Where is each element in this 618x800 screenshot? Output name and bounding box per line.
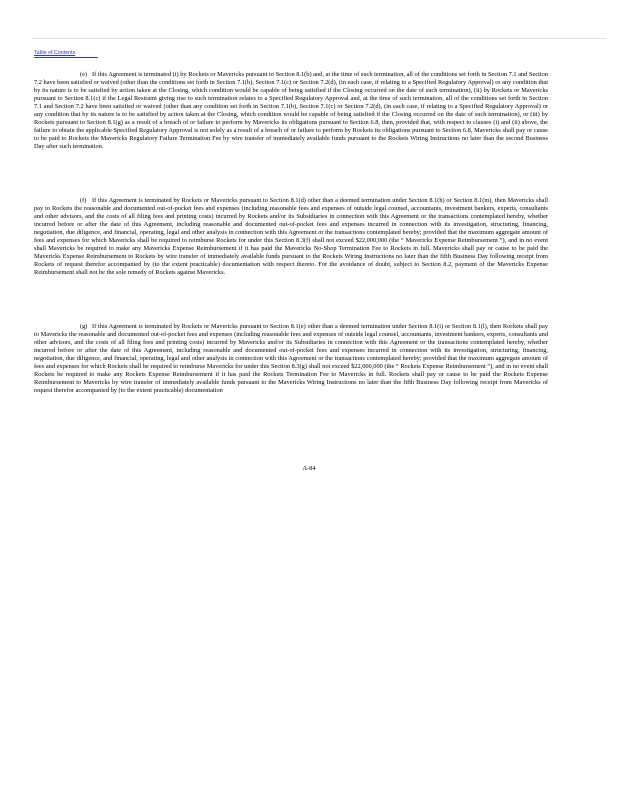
paragraph-text: If this Agreement is terminated by Rockets or Mavericks pursuant to Section 8.1(e) other than a deemed termination under Section 8.1(i) or Section 8.1(l), then Rockets shall pay to Mavericks the reasonable and documented out-of-pocket fees and expenses (including reasonable fees and expenses of outside legal counsel, accountants, investment bankers, experts, consultants and other advisors, and the costs of all filing fees and printing costs) incurred by Mavericks and/or its Subsidiaries in connection with this Agreement or the transactions contemplated hereby, whether incurred before or after the date of this Agreement, including reasonable and documented out-of-pocket fees and expenses incurred in connection with its investigation, structuring, financing, negotiation, due diligence, and financial, operating, legal and other analysis in connection with this Agreement or the transactions contemplated hereby; provided that the maximum aggregate amount of fees and expenses for which Rockets shall be required to reimburse Mavericks for under this Section 8.3(g) shall not exceed $22,000,000 (the “ Rockets Expense Reimbursement ”), and in no event shall Rockets be required to make any Rockets Expense Reimbursement if it has paid the Rockets Termination Fee to Mavericks in full. Rockets shall pay or cause to be paid the Rockets Expense Reimbursement to Mavericks by wire transfer of immediately available funds pursuant to the Mavericks Wiring Instructions no later than the fifth Business Day following receipt from Mavericks of request therefor accompanied by (to the extent practicable) documentation	[34, 323, 548, 394]
table-of-contents-link[interactable]: Table of Contents	[34, 50, 76, 56]
header-divider	[32, 38, 606, 39]
paragraph-label: (g)	[80, 323, 88, 330]
page-number: A-84	[302, 465, 316, 472]
paragraph-g	[34, 323, 548, 395]
paragraph-text: If this Agreement is terminated by Rockets or Mavericks pursuant to Section 8.1(d) other than a deemed termination under Section 8.1(h) or Section 8.1(m), then Mavericks shall pay to Rockets the reasonable and documented out-of-pocket fees and expenses (including reasonable fees and expenses of outside legal counsel, accountants, investment bankers, experts, consultants and other advisors, and the costs of all filing fees and printing costs) incurred by Rockets and/or its Subsidiaries in connection with this Agreement or the transactions contemplated hereby, whether incurred before or after the date of this Agreement, including reasonable and documented out-of-pocket fees and expenses incurred in connection with its investigation, structuring, financing, negotiation, due diligence, and financial, operating, legal and other analysis in connection with this Agreement or the transactions contemplated hereby; provided that the maximum aggregate amount of fees and expenses for which Mavericks shall be required to reimburse Rockets for under this Section 8.3(f) shall not exceed $22,000,000 (the “ Mavericks Expense Reimbursement ”), and in no event shall Mavericks be required to make any Mavericks Expense Reimbursement if it has paid the Mavericks No-Shop Termination Fee to Rockets in full. Mavericks shall pay or cause to be paid the Mavericks Expense Reimbursement to Rockets by wire transfer of immediately available funds pursuant to the Rockets Wiring Instructions no later than the fifth Business Day following receipt from Rockets of request therefor accompanied by (to the extent practicable) documentation with respect thereto. For the avoidance of doubt, subject to Section 8.2, payment of the Mavericks Expense Reimbursement shall not be the sole remedy of Rockets against Mavericks.	[34, 197, 548, 276]
paragraph-f	[34, 197, 548, 277]
toc-link-underline	[34, 57, 98, 58]
paragraph-label: (e)	[80, 71, 88, 78]
paragraph-text: If this Agreement is terminated (i) by Rockets or Mavericks pursuant to Section 8.1(b) and, at the time of such termination, all of the conditions set forth in Section 7.1 and Section 7.2 have been satisfied or waived (other than the conditions set forth in Section 7.1(b), Section 7.1(c) or Section 7.2(d), (in each case, if relating to a Specified Regulatory Approval) or any condition that by its nature is to be satisfied by action taken at the Closing, which condition would be capable of being satisfied if the Closing occurred on the date of such termination), (ii) by Rockets or Mavericks pursuant to Section 8.1(c) if the Legal Restraint giving rise to such termination relates to a Specified Regulatory Approval and, at the time of such termination, all of the conditions set forth in Section 7.1 and Section 7.2 have been satisfied or waived (other than any condition set forth in Section 7.1(b), Section 7.1(c) or Section 7.2(d), (in each case, if relating to a Specified Regulatory Approval) or any condition that by its nature is to be satisfied by action taken at the Closing, which condition would be capable of being satisfied if the Closing occurred on the date of such termination), or (iii) by Rockets pursuant to Section 8.1(g) as a result of a breach of or failure to perform by Mavericks its obligations pursuant to Section 6.8, then, provided that, with respect to clauses (i) and (ii) above, the failure to obtain the applicable Specified Regulatory Approval is not solely as a result of a breach of or failure to perform by Rockets its obligations pursuant to Section 6.8, Mavericks shall pay or cause to be paid to Rockets the Mavericks Regulatory Failure Termination Fee by wire transfer of immediately available funds pursuant to the Rockets Wiring Instructions no later than the second Business Day after such termination.	[34, 71, 548, 150]
paragraph-label: (f)	[80, 197, 87, 204]
paragraph-e	[34, 71, 548, 151]
